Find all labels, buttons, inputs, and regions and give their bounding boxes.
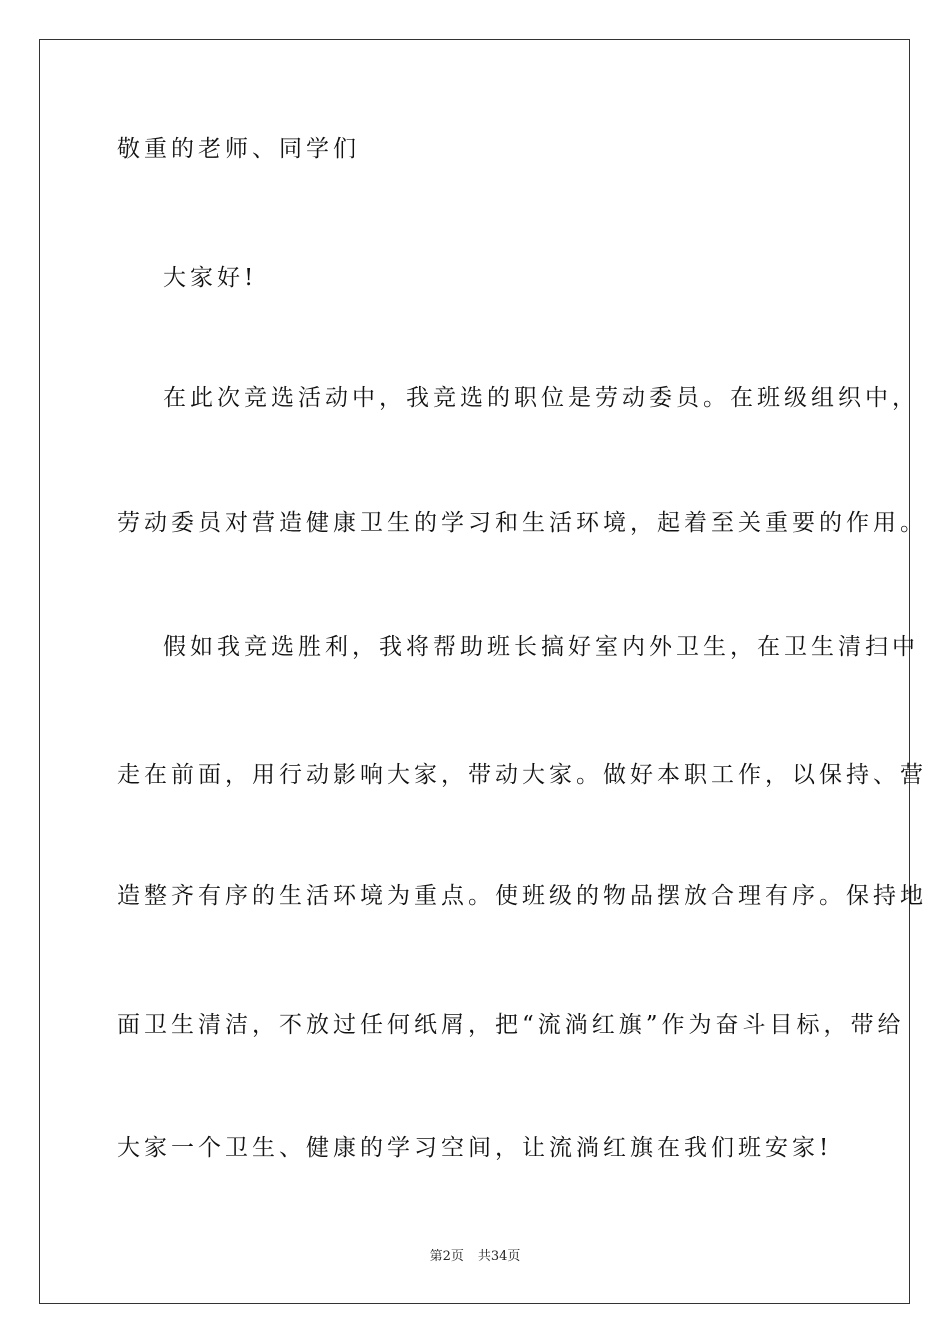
body-line-1: 在此次竞选活动中，我竞选的职位是劳动委员。在班级组织中， — [163, 385, 919, 411]
body-line-4: 走在前面，用行动影响大家，带动大家。做好本职工作，以保持、营 — [117, 762, 927, 788]
page-footer — [0, 1248, 950, 1266]
page-frame — [39, 39, 910, 1304]
body-line-6: 面卫生清洁，不放过任何纸屑，把“流淌红旗”作为奋斗目标，带给 — [117, 1012, 905, 1038]
body-line-5: 造整齐有序的生活环境为重点。使班级的物品摆放合理有序。保持地 — [117, 883, 927, 909]
salutation: 敬重的老师、同学们 — [117, 136, 360, 162]
body-line-2: 劳动委员对营造健康卫生的学习和生活环境，起着至关重要的作用。 — [117, 510, 927, 536]
body-line-7: 大家一个卫生、健康的学习空间，让流淌红旗在我们班安家! — [117, 1135, 833, 1161]
greeting: 大家好! — [163, 265, 258, 291]
page-number: 第2页 — [429, 1249, 464, 1264]
page-total: 共34页 — [477, 1249, 521, 1264]
body-line-3: 假如我竞选胜利，我将帮助班长搞好室内外卫生，在卫生清扫中 — [163, 634, 919, 660]
